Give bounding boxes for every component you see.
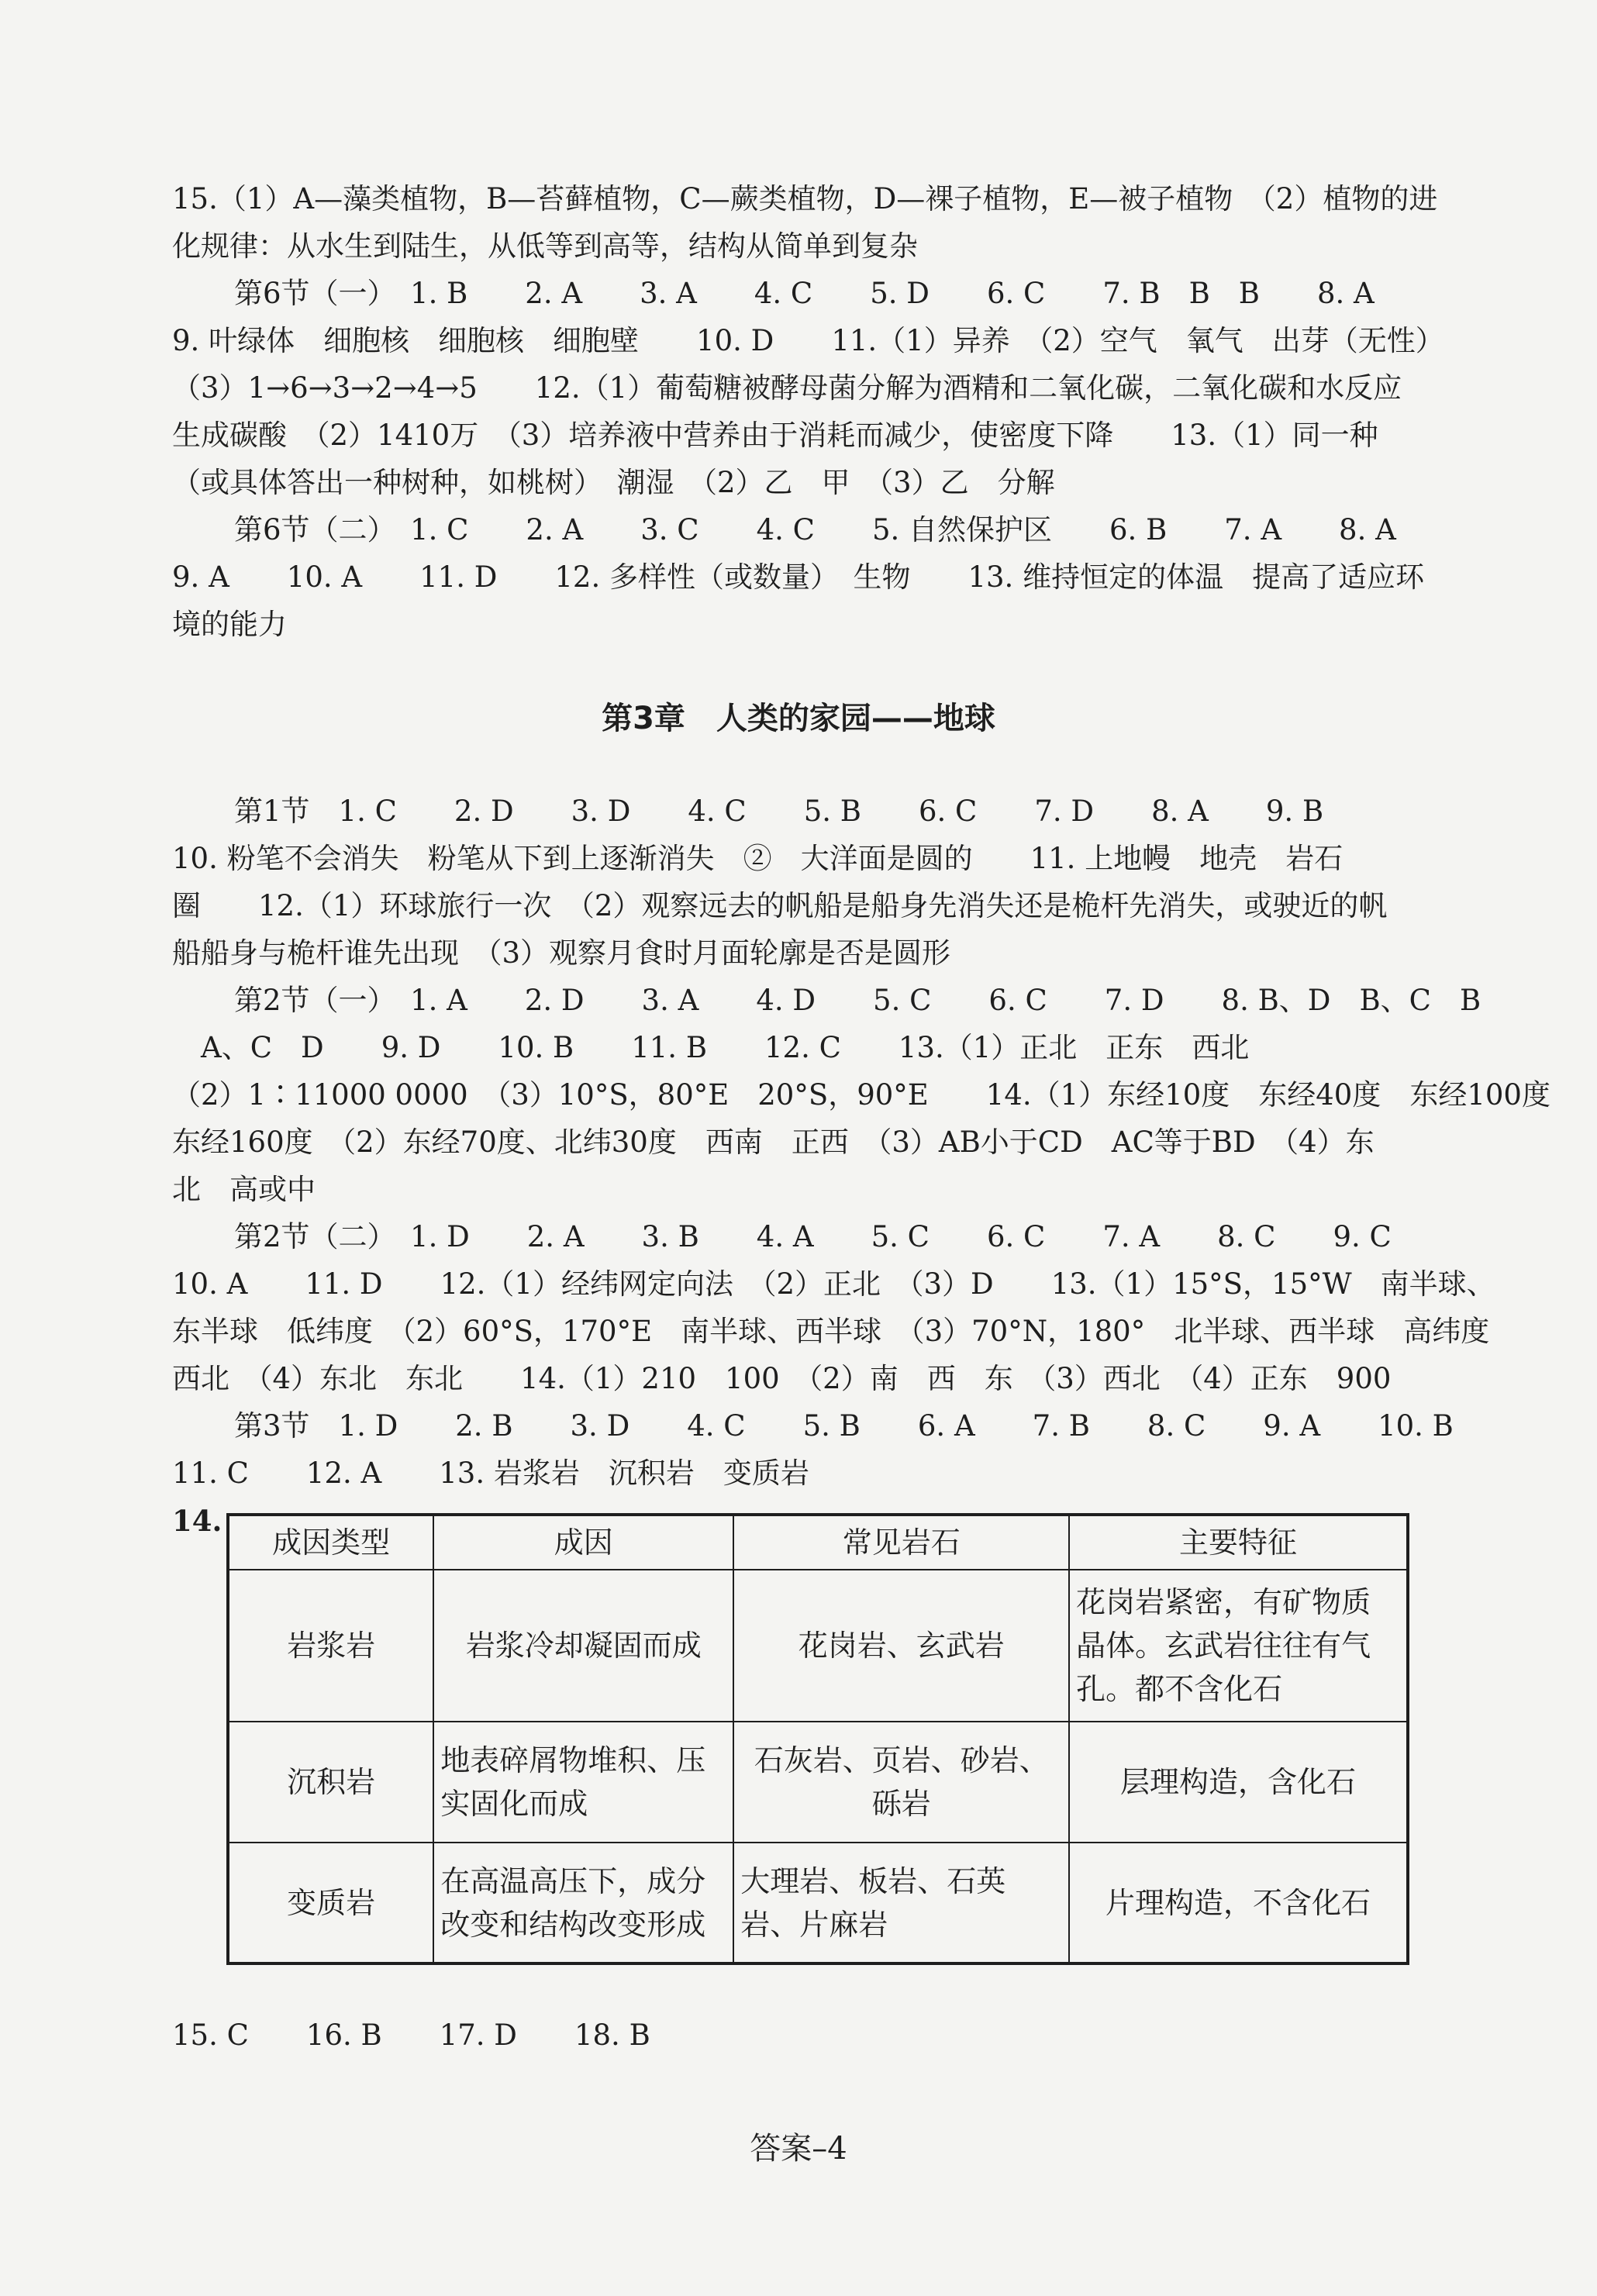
answer-line: 第3节 1. D 2. B 3. D 4. C 5. B 6. A 7. B 8. C 9. A 10. B — [234, 1409, 1454, 1443]
answers-block-chapter2 — [172, 175, 1444, 648]
answer-line: A、C D 9. D 10. B 11. B 12. C 13.（1）正北 正东 西北 — [172, 1031, 1250, 1064]
table-cell: 层理构造，含化石 — [1069, 1722, 1408, 1843]
page-number: 答案–4 — [750, 2131, 847, 2167]
table-cell: 花岗岩紧密，有矿物质晶体。玄武岩往往有气孔。都不含化石 — [1069, 1570, 1408, 1722]
table-cell: 岩浆冷却凝固而成 — [433, 1570, 733, 1722]
table-header: 主要特征 — [1069, 1515, 1408, 1570]
table-row — [228, 1570, 1408, 1722]
table-cell: 沉积岩 — [228, 1722, 433, 1843]
answer-line: 东经160度 （2）东经70度、北纬30度 西南 正西 （3）AB小于CD AC等于BD （4）东 — [172, 1126, 1375, 1159]
answer-line: 10. 粉笔不会消失 粉笔从下到上逐渐消失 ② 大洋面是圆的 11. 上地幔 地壳 岩石 — [172, 842, 1343, 875]
answer-line: 第2节（一） 1. A 2. D 3. A 4. D 5. C 6. C 7. D 8. B、D B、C B — [234, 984, 1481, 1017]
question-14-label: 14. — [172, 1504, 222, 1538]
answer-line: 15.（1）A—藻类植物，B—苔藓植物，C—蕨类植物，D—裸子植物，E—被子植物 （2）植物的进 — [172, 182, 1438, 215]
table-cell: 岩浆岩 — [228, 1570, 433, 1722]
table-row — [228, 1843, 1408, 1963]
answer-line: 11. C 12. A 13. 岩浆岩 沉积岩 变质岩 — [172, 1457, 809, 1490]
answer-line: 东半球 低纬度 （2）60°S，170°E 南半球、西半球 （3）70°N，180° 北半球、西半球 高纬度 — [172, 1315, 1490, 1348]
answer-line: 生成碳酸 （2）1410万 （3）培养液中营养由于消耗而减少，使密度下降 13.（1）同一种 — [172, 419, 1378, 452]
table-cell: 大理岩、板岩、石英岩、片麻岩 — [733, 1843, 1069, 1963]
answer-line: （3）1→6→3→2→4→5 12.（1）葡萄糖被酵母菌分解为酒精和二氧化碳，二氧化碳和水反应 — [172, 371, 1402, 405]
table-cell: 变质岩 — [228, 1843, 433, 1963]
answers-block-chapter3 — [172, 788, 1550, 1497]
table-cell: 石灰岩、页岩、砂岩、砾岩 — [733, 1722, 1069, 1843]
answer-line: （或具体答出一种树种，如桃树） 潮湿 （2）乙 甲 （3）乙 分解 — [172, 466, 1055, 499]
answer-line: 北 高或中 — [172, 1173, 316, 1206]
chapter-title: 第3章 人类的家园——地球 — [602, 701, 995, 736]
answer-line: （2）1∶11000 0000 （3）10°S，80°E 20°S，90°E 14.（1）东经10度 东经40度 东经100度 — [172, 1078, 1550, 1112]
table-cell: 花岗岩、玄武岩 — [733, 1570, 1069, 1722]
answer-line: 西北 （4）东北 东北 14.（1）210 100 （2）南 西 东 （3）西北 （4）正东 900 — [172, 1362, 1392, 1395]
table-header: 成因类型 — [228, 1515, 433, 1570]
table-cell: 片理构造，不含化石 — [1069, 1843, 1408, 1963]
answer-line: 15. C 16. B 17. D 18. B — [172, 2018, 650, 2052]
answer-line: 9. A 10. A 11. D 12. 多样性（或数量） 生物 13. 维持恒定的体温 提高了适应环 — [172, 560, 1425, 594]
table-header-row — [228, 1515, 1408, 1570]
table-header: 常见岩石 — [733, 1515, 1069, 1570]
answer-line: 化规律：从水生到陆生，从低等到高等，结构从简单到复杂 — [172, 229, 918, 263]
answer-line: 第1节 1. C 2. D 3. D 4. C 5. B 6. C 7. D 8. A 9. B — [234, 795, 1324, 828]
answer-line: 9. 叶绿体 细胞核 细胞核 细胞壁 10. D 11.（1）异养 （2）空气 氧气 出芽（无性） — [172, 324, 1444, 357]
answer-line: 圈 12.（1）环球旅行一次 （2）观察远去的帆船是船身先消失还是桅杆先消失，或驶近的帆 — [172, 889, 1388, 922]
answer-line: 10. A 11. D 12.（1）经纬网定向法 （2）正北 （3）D 13.（1）15°S，15°W 南半球、 — [172, 1267, 1495, 1301]
answer-line: 第2节（二） 1. D 2. A 3. B 4. A 5. C 6. C 7. A 8. C 9. C — [234, 1220, 1392, 1253]
answer-line: 第6节（一） 1. B 2. A 3. A 4. C 5. D 6. C 7. B B B 8. A — [234, 277, 1375, 310]
answer-line: 境的能力 — [172, 608, 287, 641]
table-header: 成因 — [433, 1515, 733, 1570]
answer-line: 第6节（二） 1. C 2. A 3. C 4. C 5. 自然保护区 6. B 7. A 8. A — [234, 513, 1396, 546]
answer-line: 船船身与桅杆谁先出现 （3）观察月食时月面轮廓是否是圆形 — [172, 936, 951, 970]
table-cell: 在高温高压下，成分改变和结构改变形成 — [433, 1843, 733, 1963]
table-row — [228, 1722, 1408, 1843]
table-cell: 地表碎屑物堆积、压实固化而成 — [433, 1722, 733, 1843]
rock-types-table — [226, 1513, 1409, 1965]
